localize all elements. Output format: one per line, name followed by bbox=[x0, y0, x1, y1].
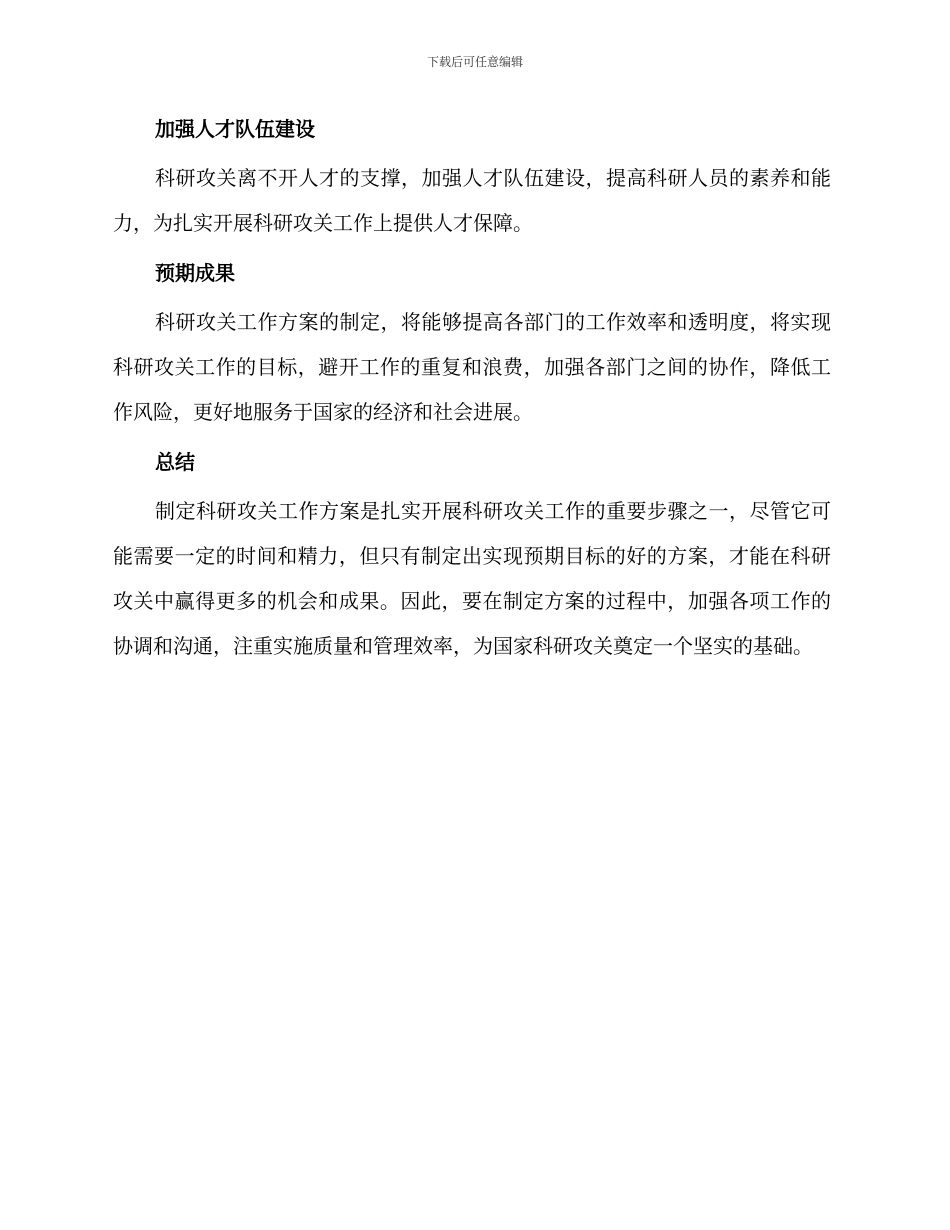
document-body bbox=[113, 112, 831, 679]
section-paragraph: 科研攻关离不开人才的支撑，加强人才队伍建设，提高科研人员的素养和能力，为扎实开展科研攻关工作上提供人才保障。 bbox=[113, 166, 831, 235]
section-expected-results bbox=[113, 256, 831, 435]
section-heading: 加强人才队伍建设 bbox=[155, 117, 315, 141]
section-talent bbox=[113, 112, 831, 246]
section-summary bbox=[113, 445, 831, 669]
section-heading: 总结 bbox=[155, 450, 195, 474]
section-heading: 预期成果 bbox=[155, 261, 235, 285]
section-paragraph: 科研攻关工作方案的制定，将能够提高各部门的工作效率和透明度，将实现科研攻关工作的目标，避开工作的重复和浪费，加强各部门之间的协作，降低工作风险，更好地服务于国家的经济和社会进展。 bbox=[113, 310, 831, 424]
header-note: 下载后可任意编辑 bbox=[426, 55, 523, 69]
section-paragraph: 制定科研攻关工作方案是扎实开展科研攻关工作的重要步骤之一，尽管它可能需要一定的时间和精力，但只有制定出实现预期目标的好的方案，才能在科研攻关中赢得更多的机会和成果。因此，要在制定方案的过程中，加强各项工作的协调和沟通，注重实施质量和管理效率，为国家科研攻关奠定一个坚实的基础。 bbox=[113, 499, 831, 658]
